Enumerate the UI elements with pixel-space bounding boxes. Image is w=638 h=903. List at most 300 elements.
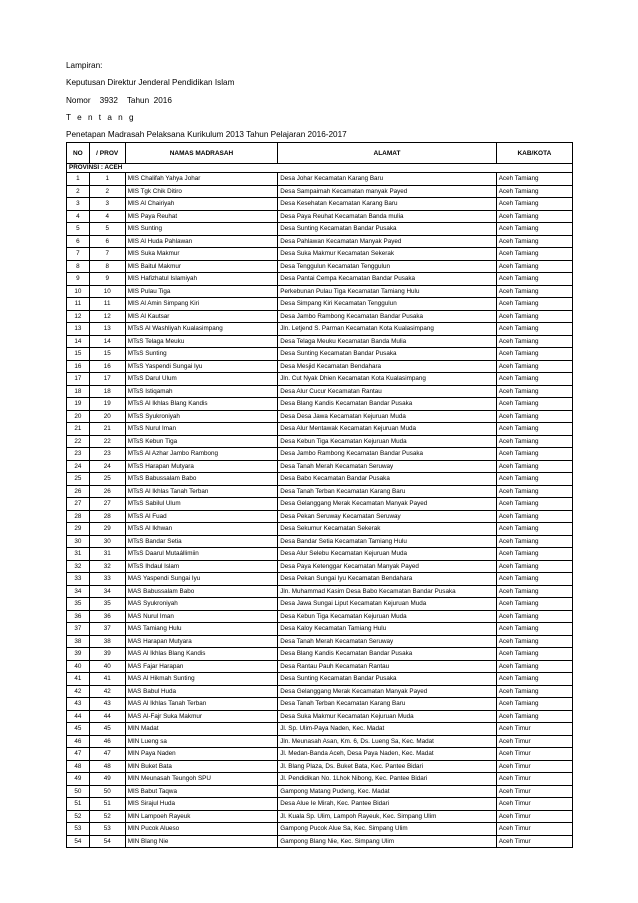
cell-alamat: Desa Tanah Merah Kecamatan Seruway: [278, 460, 496, 473]
cell-kab: Aceh Timur: [496, 723, 572, 736]
table-row: [67, 810, 573, 823]
cell-nama: MAS Yaspendi Sungai Iyu: [125, 573, 278, 586]
cell-nama: MIS Baitul Makmur: [125, 260, 278, 273]
cell-nama: MTsS Al Ikhlas Blang Kandis: [125, 398, 278, 411]
cell-no: 20: [67, 410, 90, 423]
cell-prov-no: 45: [89, 723, 125, 736]
cell-nama: MIN Buket Bata: [125, 760, 278, 773]
cell-nama: MTsS Sabilul Ulum: [125, 498, 278, 511]
cell-nama: MTsS Al Washliyah Kualasimpang: [125, 323, 278, 336]
cell-alamat: Desa Sunting Kecamatan Bandar Pusaka: [278, 223, 496, 236]
table-row: [67, 435, 573, 448]
table-row: [67, 485, 573, 498]
cell-prov-no: 39: [89, 648, 125, 661]
col-header-nama: NAMAS MADRASAH: [125, 143, 278, 164]
cell-no: 15: [67, 348, 90, 361]
cell-no: 33: [67, 573, 90, 586]
cell-nama: MTsS Harapan Mutyara: [125, 460, 278, 473]
cell-kab: Aceh Tamiang: [496, 610, 572, 623]
cell-kab: Aceh Tamiang: [496, 523, 572, 536]
cell-alamat: Desa Suka Makmur Kecamatan Kejuruan Muda: [278, 710, 496, 723]
table-row: [67, 385, 573, 398]
cell-nama: MIS Chalifah Yahya Johar: [125, 173, 278, 186]
cell-prov-no: 9: [89, 273, 125, 286]
cell-no: 40: [67, 660, 90, 673]
cell-prov-no: 2: [89, 185, 125, 198]
cell-no: 1: [67, 173, 90, 186]
table-row: [67, 323, 573, 336]
cell-no: 32: [67, 560, 90, 573]
table-row: [67, 710, 573, 723]
cell-kab: Aceh Tamiang: [496, 310, 572, 323]
cell-nama: MIS Sunting: [125, 223, 278, 236]
table-row: [67, 460, 573, 473]
cell-no: 23: [67, 448, 90, 461]
col-header-alamat: ALAMAT: [278, 143, 496, 164]
cell-kab: Aceh Tamiang: [496, 423, 572, 436]
cell-kab: Aceh Timur: [496, 798, 572, 811]
table-row: [67, 610, 573, 623]
cell-kab: Aceh Tamiang: [496, 635, 572, 648]
cell-prov-no: 20: [89, 410, 125, 423]
cell-alamat: Jln. Muhammad Kasim Desa Babo Kecamatan Bandar Pusaka: [278, 585, 496, 598]
cell-prov-no: 53: [89, 823, 125, 836]
cell-nama: MTsS Al Fuad: [125, 510, 278, 523]
cell-alamat: Jl. Medan-Banda Aceh, Desa Paya Naden, Kec. Madat: [278, 748, 496, 761]
cell-alamat: Jl. Blang Plaza, Ds. Buket Bata, Kec. Pantee Bidari: [278, 760, 496, 773]
table-row: [67, 348, 573, 361]
cell-nama: MTsS Al Azhar Jambo Rambong: [125, 448, 278, 461]
cell-kab: Aceh Tamiang: [496, 698, 572, 711]
cell-kab: Aceh Tamiang: [496, 185, 572, 198]
cell-no: 39: [67, 648, 90, 661]
cell-prov-no: 40: [89, 660, 125, 673]
cell-kab: Aceh Tamiang: [496, 273, 572, 286]
cell-prov-no: 12: [89, 310, 125, 323]
cell-alamat: Desa Jambo Rambong Kecamatan Bandar Pusaka: [278, 448, 496, 461]
cell-nama: MIN Pucok Alueso: [125, 823, 278, 836]
cell-kab: Aceh Tamiang: [496, 623, 572, 636]
cell-kab: Aceh Tamiang: [496, 260, 572, 273]
cell-alamat: Desa Alur Mentawak Kecamatan Kejuruan Muda: [278, 423, 496, 436]
table-row: [67, 223, 573, 236]
cell-alamat: Jln. Meunasah Asan, Km. 6, Ds. Lueng Sa, Kec. Madat: [278, 735, 496, 748]
cell-alamat: Desa Sunting Kecamatan Bandar Pusaka: [278, 348, 496, 361]
cell-kab: Aceh Tamiang: [496, 323, 572, 336]
cell-nama: MAS Al Ikhlas Blang Kandis: [125, 648, 278, 661]
table-row: [67, 685, 573, 698]
cell-no: 26: [67, 485, 90, 498]
cell-alamat: Desa Tanah Terban Kecamatan Karang Baru: [278, 698, 496, 711]
cell-prov-no: 48: [89, 760, 125, 773]
cell-no: 5: [67, 223, 90, 236]
cell-kab: Aceh Tamiang: [496, 223, 572, 236]
cell-nama: MTsS Kebun Tiga: [125, 435, 278, 448]
cell-alamat: Desa Suka Makmur Kecamatan Sekerak: [278, 248, 496, 261]
col-header-kab: KAB/KOTA: [496, 143, 572, 164]
cell-nama: MAS Harapan Mutyara: [125, 635, 278, 648]
cell-prov-no: 38: [89, 635, 125, 648]
cell-nama: MTsS Sunting: [125, 348, 278, 361]
table-row: [67, 698, 573, 711]
lampiran-label: Lampiran:: [66, 61, 103, 70]
table-row: [67, 548, 573, 561]
cell-kab: Aceh Timur: [496, 773, 572, 786]
cell-alamat: Desa Gelanggang Merak Kecamatan Manyak Payed: [278, 685, 496, 698]
cell-kab: Aceh Tamiang: [496, 210, 572, 223]
cell-alamat: Desa Kebun Tiga Kecamatan Kejuruan Muda: [278, 435, 496, 448]
cell-kab: Aceh Tamiang: [496, 460, 572, 473]
cell-alamat: Desa Tanah Merah Kecamatan Seruway: [278, 635, 496, 648]
cell-alamat: Desa Paya Reuhat Kecamatan Banda mulia: [278, 210, 496, 223]
cell-alamat: Gampong Matang Pudeng, Kec. Madat: [278, 785, 496, 798]
cell-kab: Aceh Timur: [496, 748, 572, 761]
cell-nama: MIN Blang Nie: [125, 835, 278, 848]
cell-alamat: Desa Kaloy Kecamatan Tamiang Hulu: [278, 623, 496, 636]
cell-prov-no: 4: [89, 210, 125, 223]
cell-prov-no: 30: [89, 535, 125, 548]
cell-no: 21: [67, 423, 90, 436]
cell-kab: Aceh Tamiang: [496, 410, 572, 423]
cell-no: 48: [67, 760, 90, 773]
cell-kab: Aceh Tamiang: [496, 235, 572, 248]
cell-kab: Aceh Tamiang: [496, 535, 572, 548]
cell-prov-no: 44: [89, 710, 125, 723]
cell-prov-no: 27: [89, 498, 125, 511]
cell-nama: MIS Paya Reuhat: [125, 210, 278, 223]
cell-alamat: Desa Blang Kandis Kecamatan Bandar Pusaka: [278, 398, 496, 411]
cell-nama: MTsS Nurul Iman: [125, 423, 278, 436]
cell-nama: MTsS Bandar Setia: [125, 535, 278, 548]
cell-nama: MAS Fajar Harapan: [125, 660, 278, 673]
cell-nama: MIS Babut Taqwa: [125, 785, 278, 798]
cell-no: 16: [67, 360, 90, 373]
cell-kab: Aceh Tamiang: [496, 348, 572, 361]
cell-kab: Aceh Tamiang: [496, 710, 572, 723]
table-row: [67, 335, 573, 348]
cell-no: 43: [67, 698, 90, 711]
cell-prov-no: 28: [89, 510, 125, 523]
cell-prov-no: 8: [89, 260, 125, 273]
cell-alamat: Desa Jawa Sungai Liput Kecamatan Kejuruan Muda: [278, 598, 496, 611]
table-row: [67, 760, 573, 773]
cell-no: 8: [67, 260, 90, 273]
table-row: [67, 173, 573, 186]
cell-prov-no: 17: [89, 373, 125, 386]
cell-nama: MAS Babul Huda: [125, 685, 278, 698]
table-row: [67, 623, 573, 636]
cell-kab: Aceh Tamiang: [496, 360, 572, 373]
table-row: [67, 473, 573, 486]
cell-alamat: Desa Gelanggang Merak Kecamatan Manyak Payed: [278, 498, 496, 511]
cell-prov-no: 15: [89, 348, 125, 361]
cell-no: 12: [67, 310, 90, 323]
cell-no: 3: [67, 198, 90, 211]
table-row: [67, 523, 573, 536]
province-label: PROVINSI : ACEH: [67, 164, 573, 173]
table-row: [67, 198, 573, 211]
cell-alamat: Desa Pekan Sungai Iyu Kecamatan Bendahara: [278, 573, 496, 586]
cell-nama: MAS Nurul Iman: [125, 610, 278, 623]
cell-prov-no: 41: [89, 673, 125, 686]
cell-prov-no: 11: [89, 298, 125, 311]
table-row: [67, 185, 573, 198]
cell-prov-no: 21: [89, 423, 125, 436]
table-row: [67, 598, 573, 611]
cell-prov-no: 54: [89, 835, 125, 848]
cell-kab: Aceh Tamiang: [496, 373, 572, 386]
cell-kab: Aceh Tamiang: [496, 173, 572, 186]
table-row: [67, 510, 573, 523]
cell-nama: MAS Al Hikmah Sunting: [125, 673, 278, 686]
cell-nama: MAS Tamiang Hulu: [125, 623, 278, 636]
cell-prov-no: 1: [89, 173, 125, 186]
cell-kab: Aceh Tamiang: [496, 660, 572, 673]
cell-no: 18: [67, 385, 90, 398]
cell-no: 31: [67, 548, 90, 561]
cell-alamat: Desa Pahlawan Kecamatan Manyak Payed: [278, 235, 496, 248]
cell-nama: MIS Sirajul Huda: [125, 798, 278, 811]
cell-nama: MIS Al Kautsar: [125, 310, 278, 323]
table-row: [67, 398, 573, 411]
cell-no: 22: [67, 435, 90, 448]
cell-no: 53: [67, 823, 90, 836]
cell-no: 30: [67, 535, 90, 548]
cell-nama: MIN Meunasah Teungoh SPU: [125, 773, 278, 786]
cell-nama: MIS Suka Makmur: [125, 248, 278, 261]
cell-kab: Aceh Tamiang: [496, 573, 572, 586]
cell-prov-no: 36: [89, 610, 125, 623]
cell-kab: Aceh Tamiang: [496, 598, 572, 611]
cell-no: 11: [67, 298, 90, 311]
cell-alamat: Desa Alur Selebu Kecamatan Kejuruan Muda: [278, 548, 496, 561]
cell-kab: Aceh Tamiang: [496, 673, 572, 686]
cell-prov-no: 29: [89, 523, 125, 536]
cell-no: 7: [67, 248, 90, 261]
cell-nama: MTsS Daarul Mutaállimiin: [125, 548, 278, 561]
cell-nama: MTsS Al Ikhlas Tanah Terban: [125, 485, 278, 498]
cell-prov-no: 6: [89, 235, 125, 248]
cell-alamat: Desa Paya Ketenggar Kecamatan Manyak Payed: [278, 560, 496, 573]
cell-kab: Aceh Timur: [496, 735, 572, 748]
cell-alamat: Gampong Blang Nie, Kec. Simpang Ulim: [278, 835, 496, 848]
penetapan-title: Penetapan Madrasah Pelaksana Kurikulum 2013 Tahun Pelajaran 2016-2017: [66, 130, 347, 140]
cell-kab: Aceh Tamiang: [496, 473, 572, 486]
cell-no: 44: [67, 710, 90, 723]
cell-no: 51: [67, 798, 90, 811]
cell-no: 52: [67, 810, 90, 823]
cell-prov-no: 33: [89, 573, 125, 586]
cell-alamat: Desa Johar Kecamatan Karang Baru: [278, 173, 496, 186]
cell-no: 25: [67, 473, 90, 486]
cell-no: 28: [67, 510, 90, 523]
cell-alamat: Desa Telaga Meuku Kecamatan Banda Mulia: [278, 335, 496, 348]
cell-kab: Aceh Tamiang: [496, 685, 572, 698]
cell-prov-no: 42: [89, 685, 125, 698]
table-header-row: [67, 143, 573, 164]
cell-kab: Aceh Tamiang: [496, 510, 572, 523]
cell-no: 36: [67, 610, 90, 623]
cell-prov-no: 23: [89, 448, 125, 461]
cell-alamat: Jln. Letjend S. Parman Kecamatan Kota Kualasimpang: [278, 323, 496, 336]
document-header: [66, 57, 347, 143]
table-row: [67, 448, 573, 461]
cell-nama: MIN Madat: [125, 723, 278, 736]
cell-nama: MIS Hafizhatul Islamiyah: [125, 273, 278, 286]
table-row: [67, 785, 573, 798]
cell-prov-no: 10: [89, 285, 125, 298]
cell-no: 37: [67, 623, 90, 636]
cell-no: 54: [67, 835, 90, 848]
cell-no: 49: [67, 773, 90, 786]
cell-alamat: Desa Rantau Pauh Kecamatan Rantau: [278, 660, 496, 673]
cell-alamat: Jln. Cut Nyak Dhien Kecamatan Kota Kualasimpang: [278, 373, 496, 386]
cell-kab: Aceh Tamiang: [496, 560, 572, 573]
cell-kab: Aceh Tamiang: [496, 298, 572, 311]
cell-kab: Aceh Tamiang: [496, 648, 572, 661]
cell-kab: Aceh Timur: [496, 823, 572, 836]
cell-kab: Aceh Tamiang: [496, 285, 572, 298]
cell-kab: Aceh Timur: [496, 760, 572, 773]
cell-nama: MTsS Ihdaul Islam: [125, 560, 278, 573]
cell-nama: MIS Al Chairiyah: [125, 198, 278, 211]
cell-kab: Aceh Tamiang: [496, 448, 572, 461]
tentang-label: T e n t a n g: [66, 112, 136, 122]
cell-nama: MIS Al Amin Simpang Kiri: [125, 298, 278, 311]
cell-kab: Aceh Tamiang: [496, 198, 572, 211]
cell-prov-no: 16: [89, 360, 125, 373]
cell-no: 47: [67, 748, 90, 761]
cell-nama: MTsS Al Ikhwan: [125, 523, 278, 536]
cell-prov-no: 7: [89, 248, 125, 261]
madrasah-table: [66, 142, 573, 848]
table-row: [67, 560, 573, 573]
cell-no: 35: [67, 598, 90, 611]
table-row: [67, 798, 573, 811]
cell-alamat: Desa Simpang Kiri Kecamatan Tenggulun: [278, 298, 496, 311]
table-row: [67, 423, 573, 436]
table-row: [67, 660, 573, 673]
cell-no: 38: [67, 635, 90, 648]
cell-alamat: Desa Mesjid Kecamatan Bendahara: [278, 360, 496, 373]
cell-prov-no: 14: [89, 335, 125, 348]
col-header-prov: / PROV: [89, 143, 125, 164]
cell-no: 14: [67, 335, 90, 348]
table-row: [67, 835, 573, 848]
cell-alamat: Desa Sunting Kecamatan Bandar Pusaka: [278, 673, 496, 686]
table-row: [67, 210, 573, 223]
cell-kab: Aceh Timur: [496, 810, 572, 823]
cell-alamat: Jl. Kuala Sp. Ulim, Lampoh Rayeuk, Kec. Simpang Ulim: [278, 810, 496, 823]
cell-kab: Aceh Timur: [496, 835, 572, 848]
table-row: [67, 260, 573, 273]
cell-no: 6: [67, 235, 90, 248]
cell-nama: MIN Lueng sa: [125, 735, 278, 748]
cell-prov-no: 52: [89, 810, 125, 823]
cell-no: 45: [67, 723, 90, 736]
cell-prov-no: 35: [89, 598, 125, 611]
keputusan-title: Keputusan Direktur Jenderal Pendidikan Islam: [66, 78, 235, 88]
col-header-no: NO: [67, 143, 90, 164]
table-row: [67, 573, 573, 586]
cell-alamat: Desa Kebun Tiga Kecamatan Kejuruan Muda: [278, 610, 496, 623]
table-row: [67, 498, 573, 511]
cell-no: 13: [67, 323, 90, 336]
cell-prov-no: 37: [89, 623, 125, 636]
cell-alamat: Desa Tanah Terban Kecamatan Karang Baru: [278, 485, 496, 498]
cell-kab: Aceh Tamiang: [496, 248, 572, 261]
cell-no: 17: [67, 373, 90, 386]
cell-alamat: Desa Pantai Cempa Kecamatan Bandar Pusaka: [278, 273, 496, 286]
cell-nama: MTsS Istiqamah: [125, 385, 278, 398]
cell-prov-no: 51: [89, 798, 125, 811]
table-row: [67, 673, 573, 686]
cell-no: 2: [67, 185, 90, 198]
cell-alamat: Desa Kesehatan Kecamatan Karang Baru: [278, 198, 496, 211]
cell-prov-no: 5: [89, 223, 125, 236]
table-row: [67, 360, 573, 373]
cell-prov-no: 31: [89, 548, 125, 561]
cell-prov-no: 49: [89, 773, 125, 786]
cell-no: 24: [67, 460, 90, 473]
table-row: [67, 298, 573, 311]
cell-kab: Aceh Tamiang: [496, 585, 572, 598]
province-row: [67, 164, 573, 173]
cell-no: 41: [67, 673, 90, 686]
cell-alamat: Desa Bandar Setia Kecamatan Tamiang Hulu: [278, 535, 496, 548]
cell-nama: MIN Lampoeh Rayeuk: [125, 810, 278, 823]
table-row: [67, 285, 573, 298]
table-row: [67, 248, 573, 261]
cell-alamat: Perkebunan Pulau Tiga Kecamatan Tamiang Hulu: [278, 285, 496, 298]
cell-nama: MIS Pulau Tiga: [125, 285, 278, 298]
table-row: [67, 773, 573, 786]
cell-nama: MTsS Yaspendi Sungai Iyu: [125, 360, 278, 373]
cell-no: 27: [67, 498, 90, 511]
cell-alamat: Desa Babo Kecamatan Bandar Pusaka: [278, 473, 496, 486]
cell-nama: MIS Tgk Chik Ditiro: [125, 185, 278, 198]
cell-prov-no: 3: [89, 198, 125, 211]
cell-alamat: Desa Sekumur Kecamatan Sekerak: [278, 523, 496, 536]
cell-prov-no: 43: [89, 698, 125, 711]
table-row: [67, 635, 573, 648]
cell-nama: MTsS Syukroniyah: [125, 410, 278, 423]
cell-prov-no: 18: [89, 385, 125, 398]
cell-no: 46: [67, 735, 90, 748]
table-row: [67, 723, 573, 736]
nomor-line: Nomor 3932 Tahun 2016: [66, 95, 172, 105]
table-row: [67, 410, 573, 423]
table-row: [67, 535, 573, 548]
cell-prov-no: 22: [89, 435, 125, 448]
cell-alamat: Desa Alue Ie Mirah, Kec. Pantee Bidari: [278, 798, 496, 811]
table-row: [67, 585, 573, 598]
cell-alamat: Desa Alur Cucur Kecamatan Rantau: [278, 385, 496, 398]
cell-no: 10: [67, 285, 90, 298]
table-row: [67, 823, 573, 836]
cell-prov-no: 32: [89, 560, 125, 573]
cell-kab: Aceh Timur: [496, 785, 572, 798]
cell-alamat: Desa Jambo Rambong Kecamatan Bandar Pusaka: [278, 310, 496, 323]
cell-prov-no: 34: [89, 585, 125, 598]
table-row: [67, 748, 573, 761]
table-row: [67, 735, 573, 748]
table-row: [67, 648, 573, 661]
cell-kab: Aceh Tamiang: [496, 498, 572, 511]
cell-alamat: Desa Desa Jawa Kecamatan Kejuruan Muda: [278, 410, 496, 423]
cell-prov-no: 50: [89, 785, 125, 798]
cell-no: 29: [67, 523, 90, 536]
